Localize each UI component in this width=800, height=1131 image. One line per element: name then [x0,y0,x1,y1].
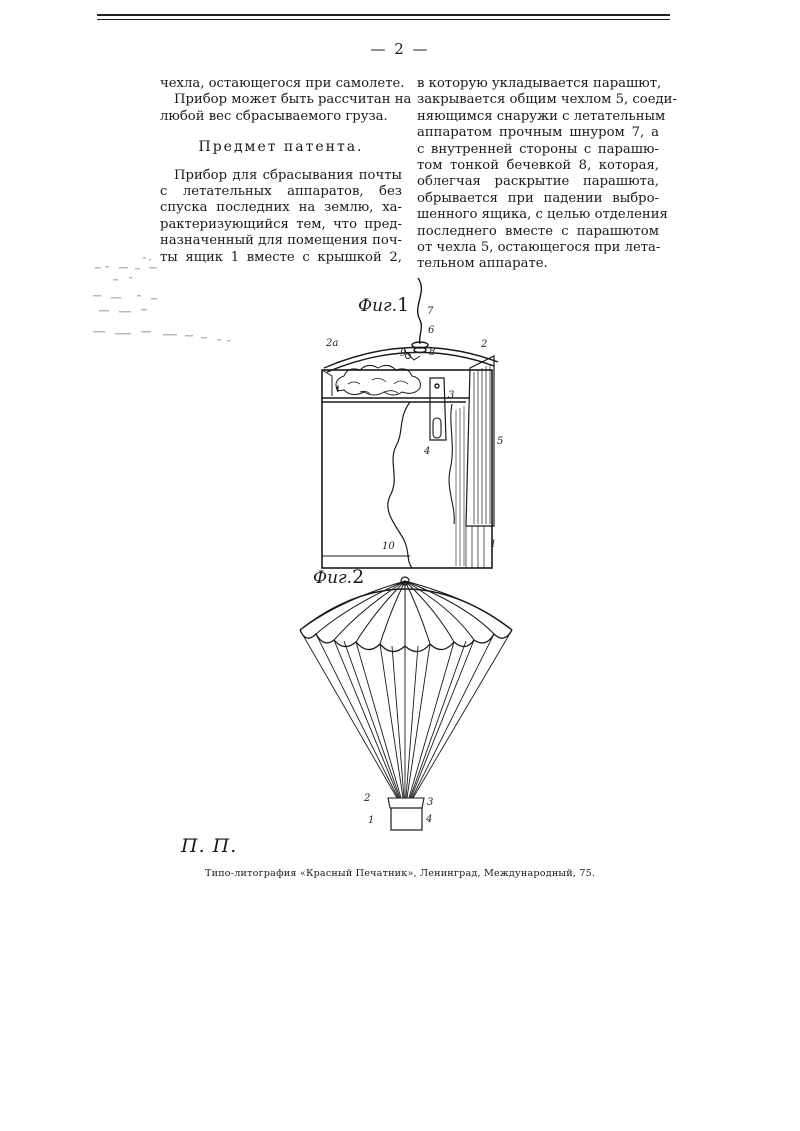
text-line: Прибор для сбрасывания почты [174,167,402,183]
box-lid [388,798,424,808]
callout: 10 [382,541,395,552]
text-line: шенного ящика, с целью отделения [417,207,668,223]
text-line: от чехла 5, остающегося при лета- [417,240,661,256]
callout: 9 [400,348,407,359]
text-line: закрывается общим чехлом 5, соеди- [417,92,677,108]
callout: 8 [429,347,436,358]
figure2-drawing [300,577,512,830]
figure1-label: Фиг.1 [358,294,410,316]
callout: 3 [448,390,455,401]
callout: 2 [364,793,371,804]
text-line: тельном аппарате. [417,256,548,272]
text-line: последнего вместе с парашютом [417,223,659,239]
callout: 6 [428,325,435,336]
box-1 [322,370,492,568]
callout: 7 [427,306,434,317]
callout: 3 [427,797,434,808]
section-heading: Предмет патента. [198,139,364,156]
figure2-label: Фиг.2 [313,566,365,588]
text-line: назначенный для помещения поч- [160,233,402,249]
callout: 1 [368,815,375,826]
latch-4 [433,418,441,438]
callout: 2 [481,339,488,350]
text-line: с летательных аппаратов, без [160,184,402,200]
callout: 5 [497,436,504,447]
text-line: Прибор может быть рассчитан на [174,92,412,108]
text-line: обрывается при падении выбро- [417,190,659,206]
callout: 4 [424,446,431,457]
callout: 2a [326,338,339,349]
suspended-box [391,808,422,830]
printer-imprint: Типо-литография «Красный Печатник», Ленинград, Международный, 75. [205,868,596,879]
callout: 1 [490,539,497,550]
text-line: спуска последних на землю, ха- [160,200,402,216]
text-line: любой вес сбрасываемого груза. [160,108,388,124]
cord-7 [418,278,422,344]
text-line: рактеризующийся тем, что пред- [160,216,402,232]
text-line: ты ящик 1 вместе с крышкой 2, [160,249,402,265]
text-line: с внутренней стороны с парашю- [417,141,659,157]
text-line: чехла, остающегося при самолете. [160,76,405,91]
text-line: аппаратом прочным шнуром 7, а [417,125,659,141]
text-line: облегчая раскрытие парашюта, [417,174,659,190]
canopy-edge [300,630,512,652]
figure1-drawing [322,278,498,568]
page-number: — 2 — [370,40,430,58]
text-line: в которую укладывается парашют, [417,76,662,91]
text-line: том тонкой бечевкой 8, которая, [417,158,659,174]
callout: 4 [426,814,433,825]
shroud-lines [300,630,512,798]
author-initials: П. П. [181,835,238,857]
text-line: няющимся снаружи с летательным [417,108,666,124]
